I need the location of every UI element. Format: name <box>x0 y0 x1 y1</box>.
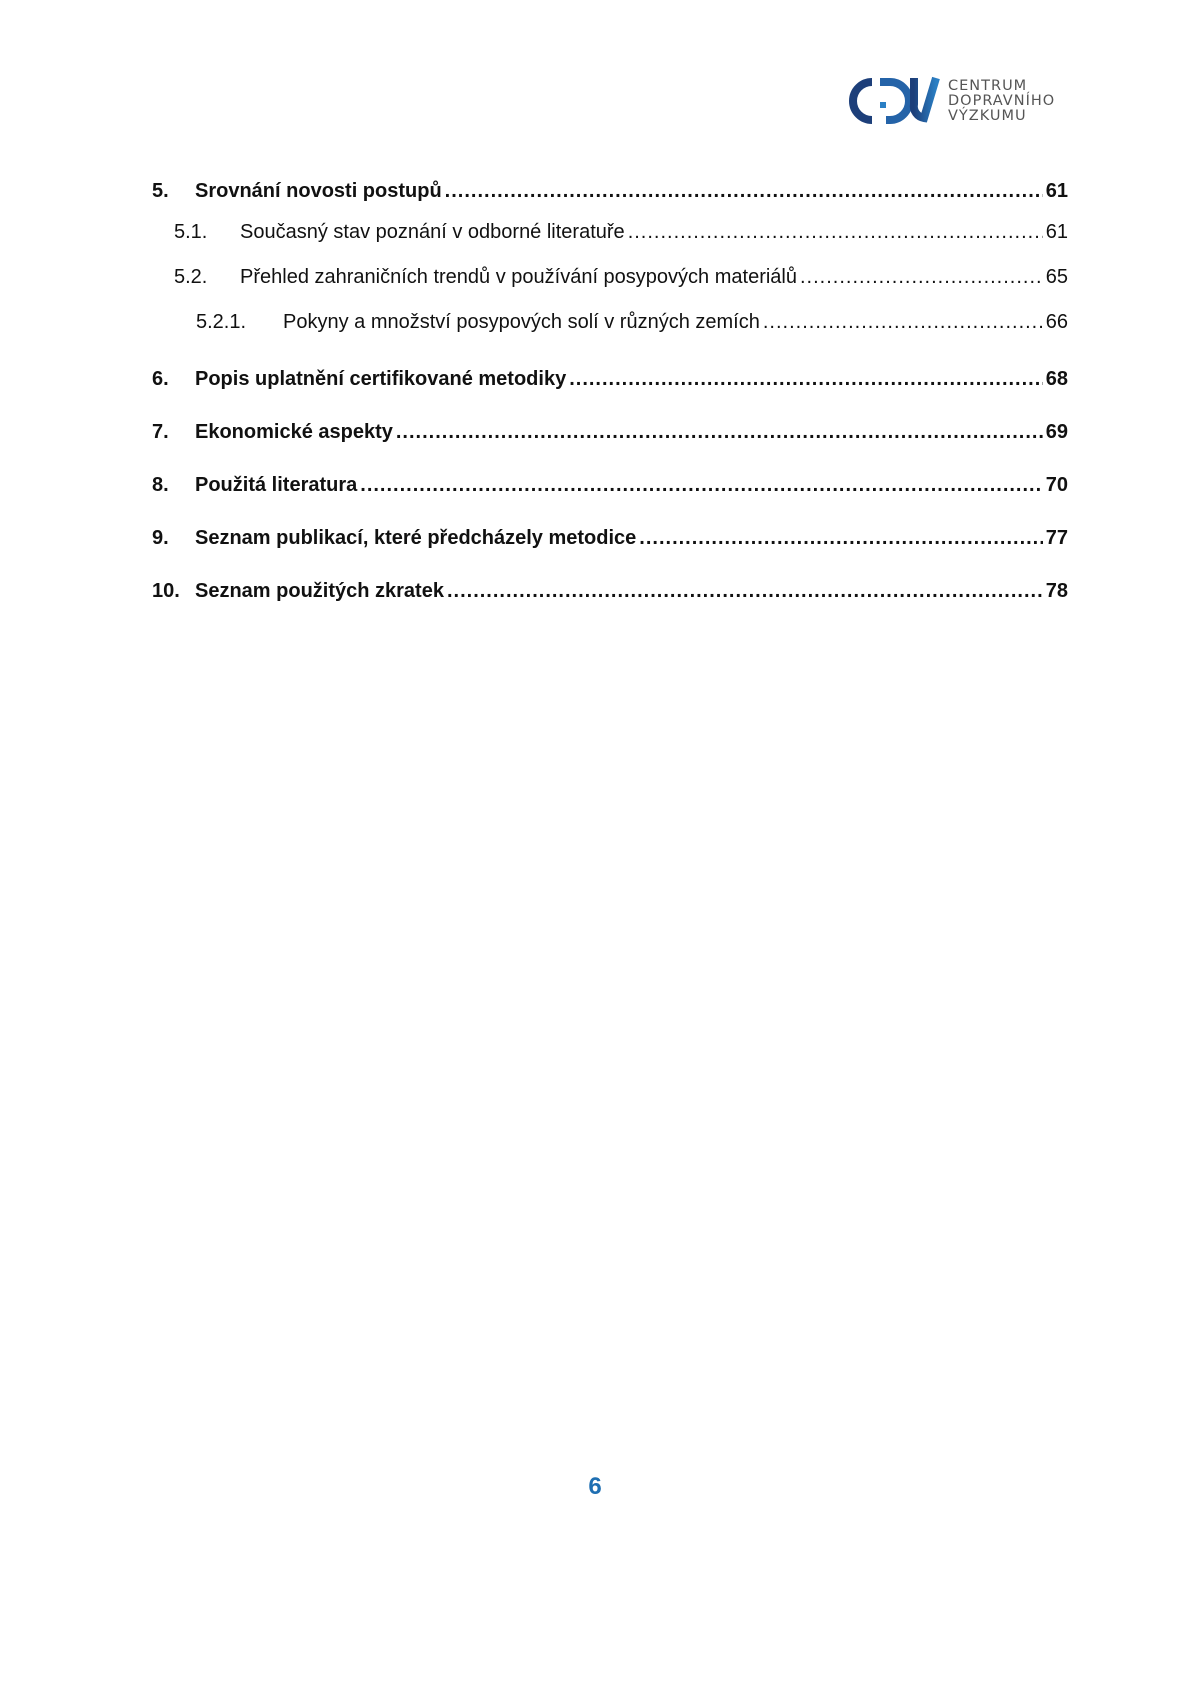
toc-title: Přehled zahraničních trendů v používání posypových materiálů <box>240 266 797 288</box>
toc-leader <box>445 180 1043 203</box>
toc-leader <box>360 474 1042 497</box>
toc-title: Současný stav poznání v odborné literatuře <box>240 221 625 243</box>
toc-page: 77 <box>1045 527 1068 549</box>
toc-title: Použitá literatura <box>195 474 358 496</box>
toc-page: 65 <box>1045 266 1068 288</box>
toc-number: 5.1. <box>174 221 208 243</box>
toc-page: 70 <box>1045 474 1068 496</box>
toc-number: 7. <box>152 421 169 443</box>
toc-title: Popis uplatnění certifikované metodiky <box>195 368 567 390</box>
toc-number: 9. <box>152 527 169 549</box>
toc-entry[interactable] <box>152 580 1068 603</box>
toc-title: Srovnání novosti postupů <box>195 180 442 202</box>
toc-entry[interactable] <box>152 311 1068 334</box>
toc-leader <box>639 527 1042 550</box>
toc-entry[interactable] <box>152 266 1068 289</box>
toc-number: 6. <box>152 368 169 390</box>
toc-leader <box>763 311 1043 334</box>
toc-number: 5.2. <box>174 266 208 288</box>
cdv-logo-mark <box>846 74 942 128</box>
toc-leader <box>447 580 1043 603</box>
toc-entry[interactable] <box>152 221 1068 244</box>
toc-title: Seznam použitých zkratek <box>195 580 444 602</box>
logo-wordmark <box>948 79 1055 124</box>
toc-entry[interactable] <box>152 180 1068 203</box>
toc-entry[interactable] <box>152 474 1068 497</box>
toc-entry[interactable] <box>152 421 1068 444</box>
toc-leader <box>569 368 1043 391</box>
cdv-logo <box>846 74 1055 128</box>
toc-leader <box>800 266 1043 289</box>
toc-number: 8. <box>152 474 169 496</box>
toc-title: Seznam publikací, které předcházely metodice <box>195 527 637 549</box>
toc-number: 10. <box>152 580 180 602</box>
toc-leader <box>628 221 1043 244</box>
logo-line: CENTRUM <box>948 77 1028 94</box>
toc-page: 61 <box>1045 180 1068 202</box>
toc-entry[interactable] <box>152 368 1068 391</box>
logo-line: VÝZKUMU <box>948 107 1027 124</box>
toc-number: 5.2.1. <box>196 311 247 333</box>
toc-entry[interactable] <box>152 527 1068 550</box>
toc-page: 78 <box>1045 580 1068 602</box>
page-number: 6 <box>588 1473 602 1500</box>
toc-leader <box>396 421 1043 444</box>
toc-number: 5. <box>152 180 169 202</box>
logo-line: DOPRAVNÍHO <box>948 92 1056 109</box>
toc-title: Pokyny a množství posypových solí v různých zemích <box>283 311 760 333</box>
toc-page: 68 <box>1045 368 1068 390</box>
toc-page: 69 <box>1045 421 1068 443</box>
toc-page: 61 <box>1045 221 1068 243</box>
toc-page: 66 <box>1045 311 1068 333</box>
toc-title: Ekonomické aspekty <box>195 421 393 443</box>
